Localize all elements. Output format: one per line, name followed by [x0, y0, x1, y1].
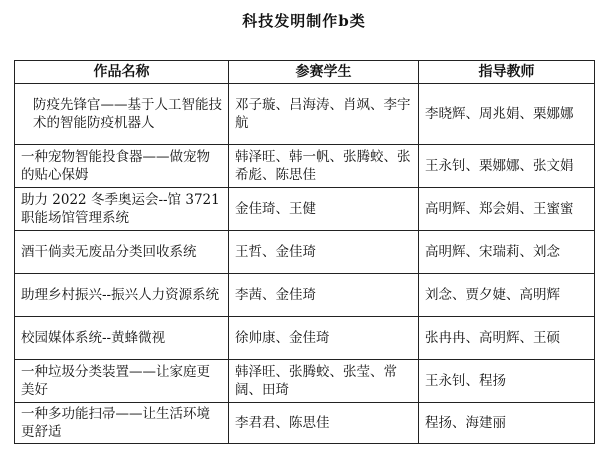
table-row: [15, 84, 595, 145]
table-row: [15, 188, 595, 231]
students-cell: 王哲、金佳琦: [229, 231, 419, 274]
work-name-cell: 酒干倘卖无废品分类回收系统: [15, 231, 229, 274]
teachers-cell: 高明辉、郑会娟、王蜜蜜: [419, 188, 595, 231]
awards-table: [14, 60, 595, 444]
table-row: [15, 317, 595, 360]
students-cell: 李君君、陈思佳: [229, 403, 419, 444]
work-name-cell: 一种垃圾分类装置——让家庭更美好: [15, 360, 229, 403]
students-cell: 韩泽旺、韩一帆、张腾蛟、张希彪、陈思佳: [229, 145, 419, 188]
work-name-cell: 一种多功能扫帚——让生活环境更舒适: [15, 403, 229, 444]
work-name-cell: 一种宠物智能投食器——做宠物的贴心保姆: [15, 145, 229, 188]
page-title: 科技发明制作b类: [242, 12, 366, 30]
table-row: [15, 231, 595, 274]
table-row: [15, 274, 595, 317]
teachers-cell: 程扬、海建丽: [419, 403, 595, 444]
students-cell: 金佳琦、王健: [229, 188, 419, 231]
work-name-cell: 助力 2022 冬季奥运会--馆 3721 职能场馆管理系统: [15, 188, 229, 231]
students-cell: 李茜、金佳琦: [229, 274, 419, 317]
teachers-cell: 李晓辉、周兆娟、栗娜娜: [419, 84, 595, 145]
header-teachers: 指导教师: [419, 61, 595, 84]
table-row: [15, 360, 595, 403]
table-row: [15, 145, 595, 188]
work-name-cell: 校园媒体系统--黄蜂微视: [15, 317, 229, 360]
teachers-cell: 高明辉、宋瑞莉、刘念: [419, 231, 595, 274]
work-name-cell: 助理乡村振兴--振兴人力资源系统: [15, 274, 229, 317]
teachers-cell: 刘念、贾夕婕、高明辉: [419, 274, 595, 317]
students-cell: 徐帅康、金佳琦: [229, 317, 419, 360]
table-header-row: [15, 61, 595, 84]
header-students: 参赛学生: [229, 61, 419, 84]
work-name-cell: 防疫先锋官——基于人工智能技术的智能防疫机器人: [15, 84, 229, 145]
teachers-cell: 王永钊、程扬: [419, 360, 595, 403]
teachers-cell: 张冉冉、高明辉、王硕: [419, 317, 595, 360]
teachers-cell: 王永钊、栗娜娜、张文娟: [419, 145, 595, 188]
table-row: [15, 403, 595, 444]
students-cell: 韩泽旺、张腾蛟、张莹、常阔、田琦: [229, 360, 419, 403]
students-cell: 邓子璇、吕海涛、肖飒、李宇航: [229, 84, 419, 145]
header-work-name: 作品名称: [15, 61, 229, 84]
